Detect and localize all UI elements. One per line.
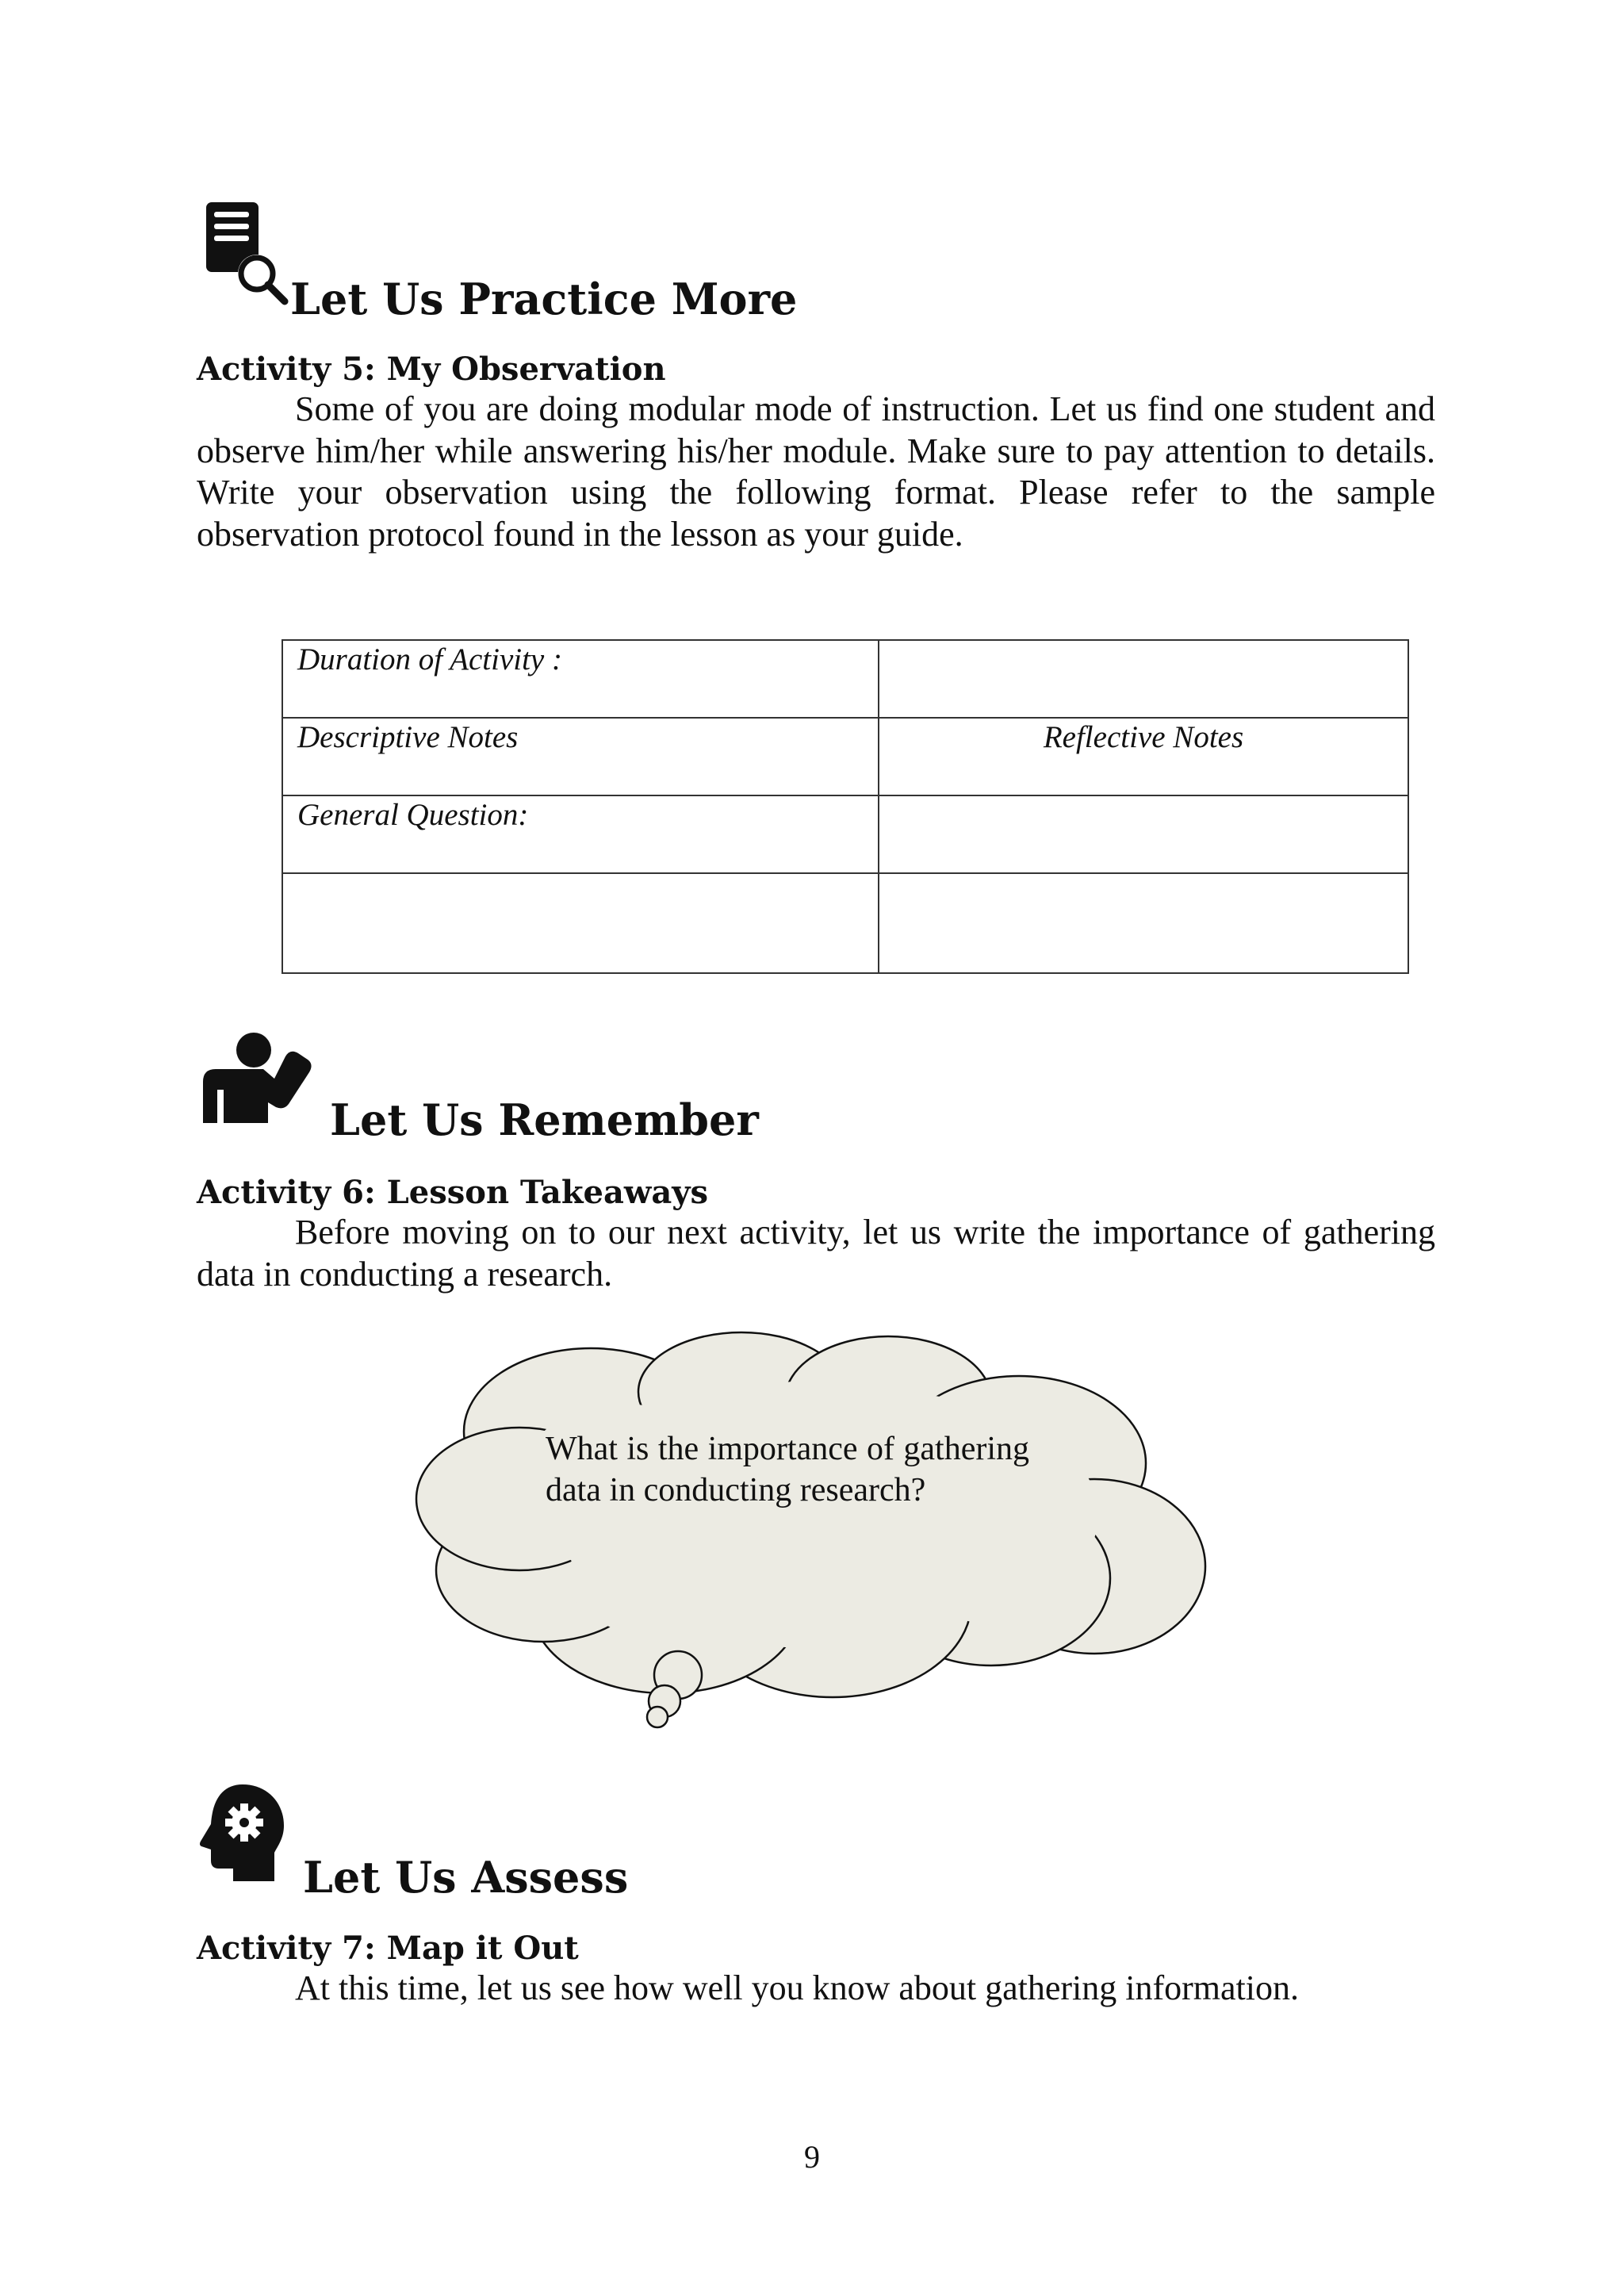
activity-title-7: Activity 7: Map it Out xyxy=(197,1930,579,1967)
document-search-icon xyxy=(205,201,290,307)
activity-title-5: Activity 5: My Observation xyxy=(197,351,666,388)
head-gear-icon xyxy=(198,1783,287,1883)
section-heading-practice: Let Us Practice More xyxy=(290,274,798,324)
thought-cloud-question: What is the importance of gathering data in conducting research? xyxy=(546,1431,1029,1508)
activity-title-6: Activity 6: Lesson Takeaways xyxy=(197,1174,709,1211)
section-heading-remember: Let Us Remember xyxy=(330,1094,759,1145)
table-cell-blank-right[interactable] xyxy=(879,873,1408,973)
table-cell-general-question-answer[interactable] xyxy=(879,795,1408,873)
activity-7-instructions: At this time, let us see how well you know about gathering information. xyxy=(295,1968,1300,2007)
person-thinking-icon xyxy=(201,1031,316,1125)
table-row xyxy=(282,795,1408,873)
table-row xyxy=(282,718,1408,795)
activity-6-instructions: Before moving on to our next activity, let us write the importance of gathering data in conducting a research. xyxy=(197,1213,1435,1294)
table-cell-reflective-notes: Reflective Notes xyxy=(879,718,1408,795)
table-cell-descriptive-notes: Descriptive Notes xyxy=(282,718,879,795)
thought-cloud xyxy=(400,1317,1233,1745)
observation-table xyxy=(282,639,1409,974)
table-cell-duration-value[interactable] xyxy=(879,640,1408,718)
page-number: 9 xyxy=(804,2139,820,2175)
table-row xyxy=(282,873,1408,973)
table-cell-duration-label: Duration of Activity : xyxy=(282,640,879,718)
section-heading-assess: Let Us Assess xyxy=(303,1852,629,1903)
table-cell-general-question: General Question: xyxy=(282,795,879,873)
table-row xyxy=(282,640,1408,718)
activity-5-instructions: Some of you are doing modular mode of instruction. Let us find one student and observe him/her while answering his/her module. Make sure to pay attention to details. Write your observation using the following format. Please refer to the sample observation protocol found in the lesson as your guide. xyxy=(197,389,1435,554)
table-cell-blank-left[interactable] xyxy=(282,873,879,973)
